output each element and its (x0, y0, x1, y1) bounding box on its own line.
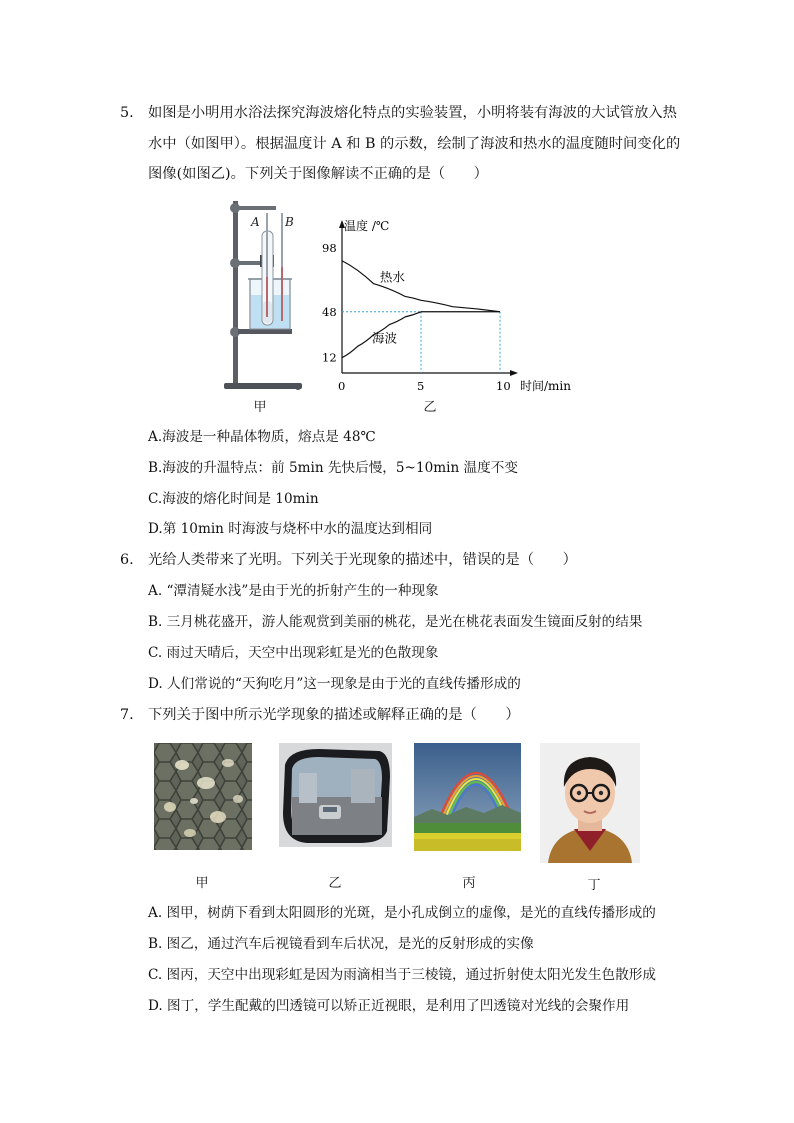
photo-caption-yi: 乙 (328, 876, 342, 891)
chart-y-tick-label: 12 (322, 350, 337, 365)
chart-series-label-hot-water: 热水 (379, 269, 405, 285)
chart-series-label-hypo: 海波 (372, 330, 398, 346)
question-6-number: 6. (120, 552, 134, 568)
water-bath-apparatus-figure (210, 197, 320, 397)
question-7-option-c[interactable]: C. 图丙，天空中出现彩虹是因为雨滴相当于三棱镜，通过折射使太阳光发生色散形成 (148, 967, 656, 983)
question-6-stem: 光给人类带来了光明。下列关于光现象的描述中，错误的是（ ） (148, 552, 577, 568)
question-5-option-b[interactable]: B.海波的升温特点：前 5min 先快后慢，5~10min 温度不变 (148, 460, 518, 476)
question-7-option-a[interactable]: A. 图甲，树荫下看到太阳圆形的光斑，是小孔成倒立的虚像，是光的直线传播形成的 (148, 905, 656, 921)
question-7-option-d[interactable]: D. 图丁，学生配戴的凹透镜可以矫正近视眼，是利用了凹透镜对光线的会聚作用 (148, 998, 630, 1014)
chart-x-tick-label: 5 (417, 379, 425, 393)
question-6-option-a[interactable]: A. “潭清疑水浅”是由于光的折射产生的一种现象 (148, 583, 439, 599)
question-5-stem-line-3: 图像(如图乙)。下列关于图像解读不正确的是（ ） (148, 166, 488, 182)
chart-x-axis-title: 时间/min (520, 379, 571, 393)
chart-x-axis-arrow (510, 370, 518, 376)
thermometer-b-label: B (285, 215, 294, 229)
question-6-option-b[interactable]: B. 三月桃花盛开，游人能观赏到美丽的桃花，是光在桃花表面发生镜面反射的结果 (148, 614, 643, 630)
question-5-stem-line-1: 如图是小明用水浴法探究海波熔化特点的实验装置，小明将装有海波的大试管放入热 (148, 105, 677, 121)
question-6-option-c[interactable]: C. 雨过天晴后，天空中出现彩虹是光的色散现象 (148, 645, 439, 661)
thermometer-a-label: A (251, 215, 260, 229)
question-5-option-a[interactable]: A.海波是一种晶体物质，熔点是 48℃ (148, 429, 376, 445)
chart-origin-label: 0 (338, 379, 346, 393)
question-5-number: 5. (120, 105, 134, 121)
photo-caption-bing: 丙 (462, 876, 476, 891)
chart-series-hot-water (342, 261, 500, 312)
question-5-stem-line-2: 水中（如图甲）。根据温度计 A 和 B 的示数，绘制了海波和热水的温度随时间变化的 (148, 136, 681, 152)
apparatus-caption: 甲 (253, 400, 267, 415)
question-7-number: 7. (120, 707, 134, 723)
chart-caption: 乙 (423, 400, 437, 415)
stand-base (224, 383, 302, 389)
question-7-option-b[interactable]: B. 图乙，通过汽车后视镜看到车后状况，是光的反射形成的实像 (148, 936, 534, 952)
ring-support (238, 329, 292, 334)
student-with-glasses-image (540, 743, 640, 863)
question-5-option-d[interactable]: D.第 10min 时海波与烧杯中水的温度达到相同 (148, 521, 433, 537)
tree-shade-light-spots-image (154, 743, 252, 850)
rainbow-landscape-image (414, 743, 521, 851)
chart-y-axis-title: 温度 /℃ (344, 219, 390, 233)
photo-caption-jia: 甲 (195, 876, 209, 891)
chart-x-tick-label: 10 (496, 379, 511, 393)
temperature-time-chart (316, 210, 576, 420)
stand-rod (233, 201, 238, 387)
car-rearview-mirror-image (279, 743, 392, 847)
stand-foot-right (295, 384, 301, 390)
clamp-arm-top (238, 206, 276, 210)
photo-caption-ding: 丁 (587, 878, 601, 893)
question-5-option-c[interactable]: C.海波的熔化时间是 10min (148, 491, 319, 507)
chart-y-tick-label: 98 (322, 241, 337, 255)
chart-y-tick-label: 48 (322, 304, 337, 319)
question-6-option-d[interactable]: D. 人们常说的“天狗吃月”这一现象是由于光的直线传播形成的 (148, 676, 521, 692)
question-7-stem: 下列关于图中所示光学现象的描述或解释正确的是（ ） (148, 707, 520, 723)
